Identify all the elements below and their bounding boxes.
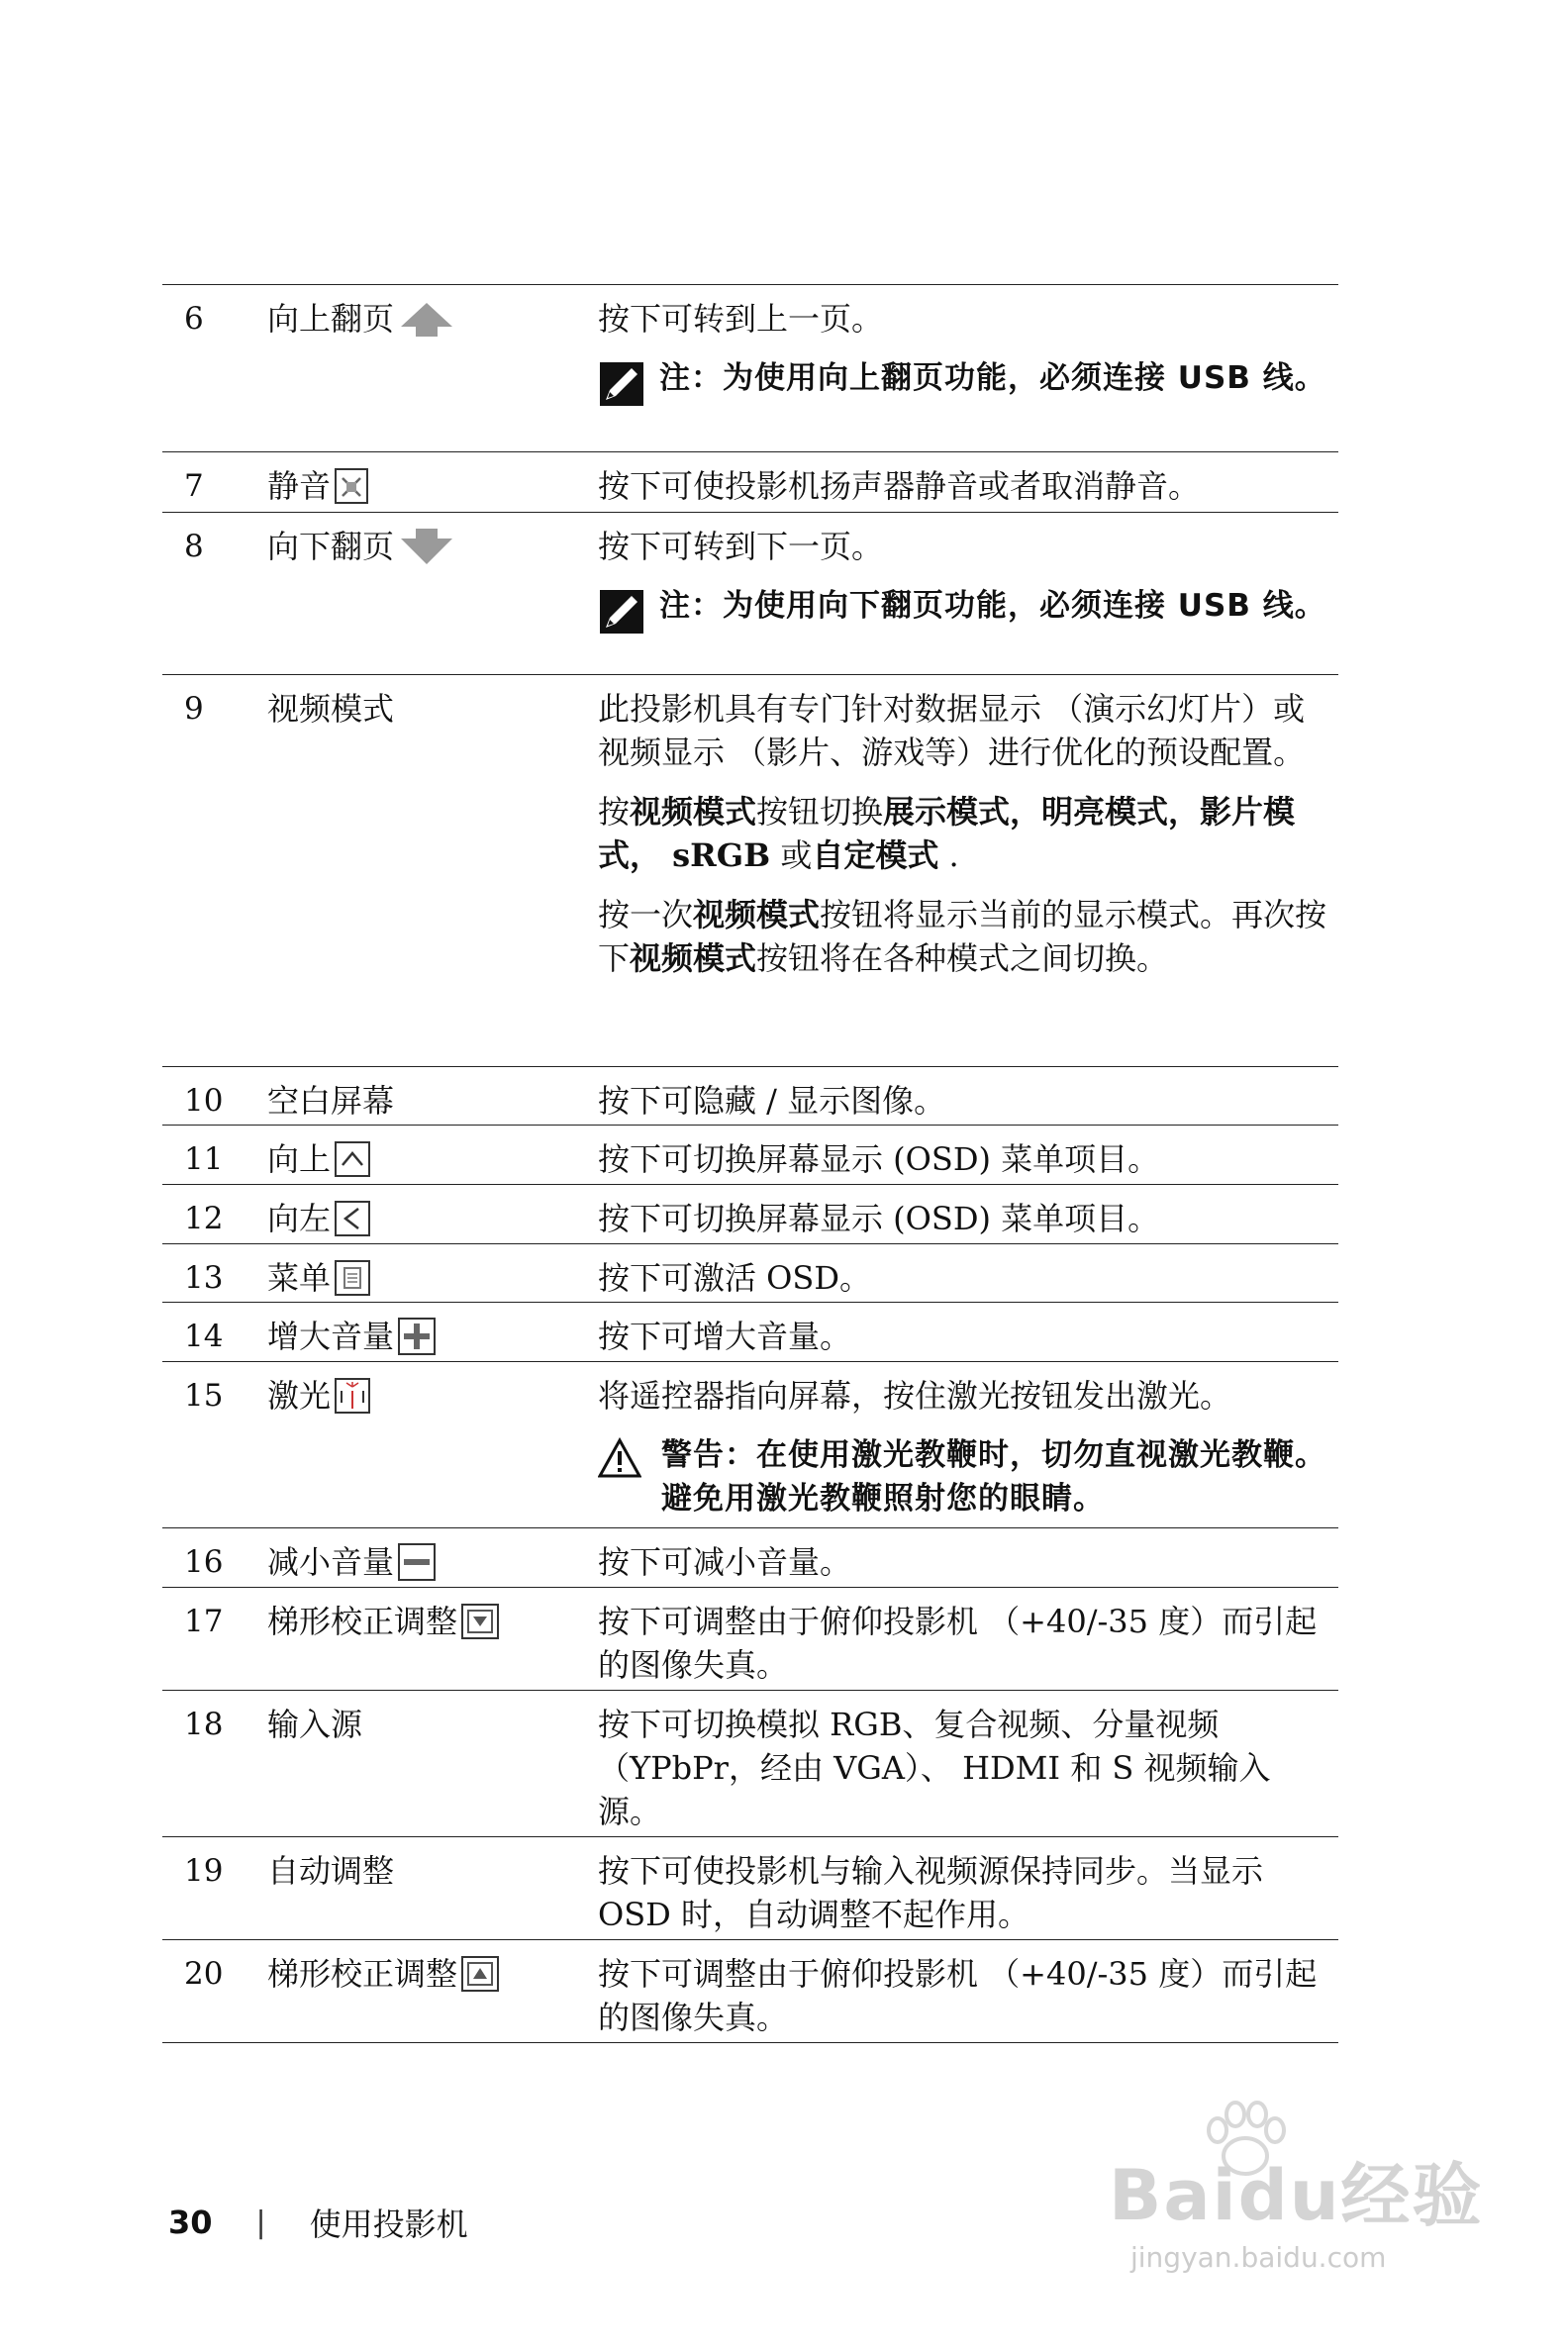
- up-icon: [335, 1140, 370, 1178]
- function-name: 菜单: [267, 1256, 370, 1300]
- table-row: [162, 1067, 1338, 1126]
- row-description: 按下可使投影机与输入视频源保持同步。当显示 OSD 时，自动调整不起作用。: [598, 1852, 1264, 1933]
- baidu-watermark: [1109, 2128, 1485, 2306]
- table-row: [162, 1185, 1338, 1244]
- function-name: 减小音量: [267, 1540, 438, 1584]
- note: 注：为使用向上翻页功能，必须连接 USB 线。: [598, 356, 1330, 408]
- footer-separator: |: [255, 2205, 266, 2240]
- row-number: 6: [184, 301, 204, 337]
- volume-down-icon: [398, 1542, 438, 1582]
- function-name: 视频模式: [267, 690, 395, 728]
- menu-icon: [335, 1259, 370, 1297]
- watermark-logo: Baidu经验: [1109, 2155, 1484, 2236]
- row-number: 17: [184, 1604, 224, 1639]
- note-pencil-icon: [598, 588, 645, 636]
- function-name: 输入源: [267, 1706, 363, 1743]
- page-footer: [168, 2200, 468, 2245]
- function-name: 自动调整: [267, 1852, 395, 1890]
- row-number: 20: [184, 1956, 224, 1992]
- row-description: 按下可调整由于俯仰投影机 （+40/-35 度）而引起的图像失真。: [598, 1955, 1318, 2036]
- row-description: 按下可调整由于俯仰投影机 （+40/-35 度）而引起的图像失真。: [598, 1603, 1318, 1684]
- table-row: [162, 1691, 1338, 1837]
- row-number: 9: [184, 691, 204, 727]
- row-description: 此投影机具有专门针对数据显示 （演示幻灯片）或视频显示 （影片、游戏等）进行优化的预设配置。 按视频模式按钮切换展示模式，明亮模式，影片模式， sRGB 或自定模式 . 按一次视频模式按钮将显示当前的显示模式。再次按下视频模式按钮将在各种模式之间切换。: [598, 690, 1327, 977]
- table-row: [162, 1528, 1338, 1588]
- table-row: [162, 513, 1338, 675]
- row-number: 14: [184, 1319, 224, 1354]
- volume-up-icon: [398, 1317, 438, 1356]
- table-row: [162, 1303, 1338, 1362]
- page-number: 30: [168, 2204, 213, 2241]
- table-row: [162, 1940, 1338, 2043]
- row-description: 将遥控器指向屏幕，按住激光按钮发出激光。 警告：在使用激光教鞭时，切勿直视激光教鞭。避免用激光教鞭照射您的眼睛。: [598, 1374, 1330, 1520]
- row-description: 按下可使投影机扬声器静音或者取消静音。: [598, 467, 1201, 505]
- row-description: 按下可激活 OSD。: [598, 1259, 871, 1297]
- row-description: 按下可隐藏 / 显示图像。: [598, 1082, 946, 1120]
- row-description: 按下可转到上一页。 注：为使用向上翻页功能，必须连接 USB 线。: [598, 297, 1330, 408]
- row-number: 13: [184, 1260, 224, 1296]
- row-description: 按下可切换屏幕显示 (OSD) 菜单项目。: [598, 1200, 1160, 1237]
- row-description: 按下可增大音量。: [598, 1318, 852, 1355]
- function-name: 空白屏幕: [267, 1082, 395, 1120]
- note: 注：为使用向下翻页功能，必须连接 USB 线。: [598, 584, 1330, 636]
- row-description: 按下可转到下一页。 注：为使用向下翻页功能，必须连接 USB 线。: [598, 525, 1330, 636]
- table-row: [162, 1837, 1338, 1940]
- mute-icon: [335, 466, 368, 506]
- row-number: 10: [184, 1083, 224, 1119]
- row-number: 16: [184, 1544, 224, 1580]
- warning-triangle-icon: [598, 1437, 641, 1479]
- row-number: 12: [184, 1201, 224, 1236]
- table-row: [162, 285, 1338, 452]
- table-row: [162, 452, 1338, 513]
- table-row: [162, 1244, 1338, 1303]
- laser-icon: [335, 1377, 370, 1415]
- table-row: [162, 1588, 1338, 1691]
- table-row: [162, 1362, 1338, 1528]
- keystone-down-icon: [461, 1603, 501, 1640]
- remote-control-table: [162, 284, 1338, 2043]
- warning: 警告：在使用激光教鞭时，切勿直视激光教鞭。避免用激光教鞭照射您的眼睛。: [598, 1433, 1330, 1520]
- page-down-arrow-icon: [398, 525, 455, 568]
- function-name: 向左: [267, 1197, 370, 1240]
- function-name: 梯形校正调整: [267, 1952, 501, 1996]
- row-number: 19: [184, 1853, 224, 1889]
- section-title: 使用投影机: [309, 2205, 468, 2243]
- function-name: 向上: [267, 1137, 370, 1181]
- function-name: 向上翻页: [267, 297, 455, 341]
- row-number: 11: [184, 1141, 224, 1177]
- row-description: 按下可减小音量。: [598, 1543, 852, 1581]
- function-name: 静音: [267, 464, 368, 508]
- row-number: 7: [184, 468, 204, 504]
- page-up-arrow-icon: [398, 297, 455, 341]
- left-icon: [335, 1200, 370, 1237]
- table-row: [162, 675, 1338, 1067]
- function-name: 激光: [267, 1374, 370, 1418]
- note-pencil-icon: [598, 360, 645, 408]
- table-row: [162, 1126, 1338, 1185]
- function-name: 梯形校正调整: [267, 1600, 501, 1643]
- watermark-url: jingyan.baidu.com: [1130, 2241, 1387, 2274]
- keystone-up-icon: [461, 1955, 501, 1993]
- row-description: 按下可切换屏幕显示 (OSD) 菜单项目。: [598, 1140, 1160, 1178]
- row-number: 15: [184, 1378, 224, 1414]
- row-number: 8: [184, 529, 204, 564]
- function-name: 向下翻页: [267, 525, 455, 568]
- function-name: 增大音量: [267, 1315, 438, 1358]
- row-number: 18: [184, 1707, 224, 1742]
- row-description: 按下可切换模拟 RGB、复合视频、分量视频（YPbPr，经由 VGA）、 HDMI 和 S 视频输入源。: [598, 1706, 1271, 1830]
